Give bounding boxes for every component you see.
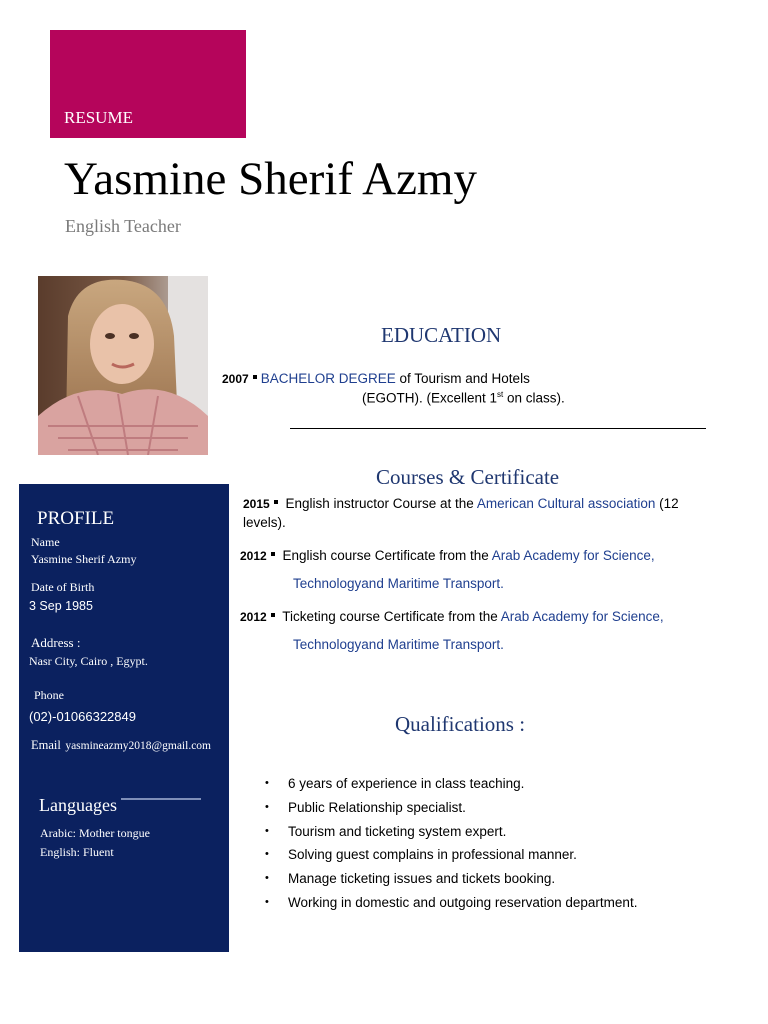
list-item: • Public Relationship specialist. — [264, 796, 637, 820]
square-bullet-icon — [253, 375, 257, 379]
email-value[interactable]: yasmineazmy2018@gmail.com — [65, 740, 211, 752]
list-item: • Solving guest complains in professional manner. — [264, 843, 637, 867]
resume-tag — [50, 30, 246, 138]
courses-heading: Courses & Certificate — [376, 465, 560, 489]
course-text: English instructor Course at the — [281, 496, 477, 511]
square-bullet-icon — [271, 613, 275, 617]
education-degree-rest: of Tourism and Hotels — [395, 371, 530, 386]
course-text-post: (12 — [655, 496, 679, 511]
language-item: Arabic: Mother tongue — [40, 826, 150, 840]
profile-sidebar — [19, 484, 229, 952]
education-line-2-sup: st — [497, 390, 504, 399]
language-item: English: Fluent — [40, 845, 114, 859]
profile-heading: PROFILE — [37, 508, 115, 529]
education-line-1 — [222, 371, 530, 386]
course-text: English course Certificate from the — [278, 548, 492, 563]
education-line-2 — [362, 390, 565, 406]
languages-heading: Languages — [39, 795, 117, 815]
course-year: 2012 — [240, 549, 267, 563]
course-item-2-line-2: Technologyand Maritime Transport. — [293, 576, 504, 591]
education-degree: BACHELOR DEGREE — [260, 371, 396, 386]
education-line-2b: on class). — [503, 390, 565, 406]
list-item: • Working in domestic and outgoing reservation department. — [264, 891, 637, 915]
name-label: Name — [31, 535, 60, 549]
email-row — [31, 736, 211, 754]
dob-label: Date of Birth — [31, 580, 95, 594]
education-heading: EDUCATION — [381, 323, 502, 347]
course-item-1-line-1 — [243, 496, 679, 511]
profile-photo — [38, 276, 208, 455]
square-bullet-icon — [274, 500, 278, 504]
course-item-3-line-2: Technologyand Maritime Transport. — [293, 637, 504, 652]
job-title: English Teacher — [65, 216, 181, 236]
list-item: • 6 years of experience in class teaching. — [264, 772, 637, 796]
list-item: • Tourism and ticketing system expert. — [264, 820, 637, 844]
education-line-2a: (EGOTH). (Excellent 1 — [362, 390, 498, 406]
education-year: 2007 — [222, 372, 249, 386]
address-value: Nasr City, Cairo , Egypt. — [29, 654, 148, 668]
qualifications-heading: Qualifications : — [395, 712, 526, 736]
course-year: 2012 — [240, 610, 267, 624]
course-item-3-line-1 — [240, 609, 664, 624]
course-item-1-line-2: levels). — [243, 515, 286, 530]
course-item-2-line-1 — [240, 548, 655, 563]
candidate-name: Yasmine Sherif Azmy — [64, 153, 477, 205]
course-institution: Arab Academy for Science, — [500, 609, 664, 624]
address-label: Address : — [31, 635, 81, 650]
course-institution: Arab Academy for Science, — [491, 548, 655, 563]
phone-value: (02)-01066322849 — [29, 709, 136, 724]
resume-tag-label: RESUME — [64, 108, 133, 127]
list-item: • Manage ticketing issues and tickets booking. — [264, 867, 637, 891]
dob-value: 3 Sep 1985 — [29, 599, 93, 613]
languages-divider — [121, 798, 201, 800]
course-text: Ticketing course Certificate from the — [278, 609, 501, 624]
course-year: 2015 — [243, 497, 270, 511]
phone-label: Phone — [34, 688, 64, 702]
qualifications-list — [264, 772, 637, 915]
name-value: Yasmine Sherif Azmy — [31, 552, 137, 566]
email-label: Email — [31, 738, 61, 752]
square-bullet-icon — [271, 552, 275, 556]
course-institution: American Cultural association — [476, 496, 656, 511]
education-divider — [290, 428, 706, 429]
